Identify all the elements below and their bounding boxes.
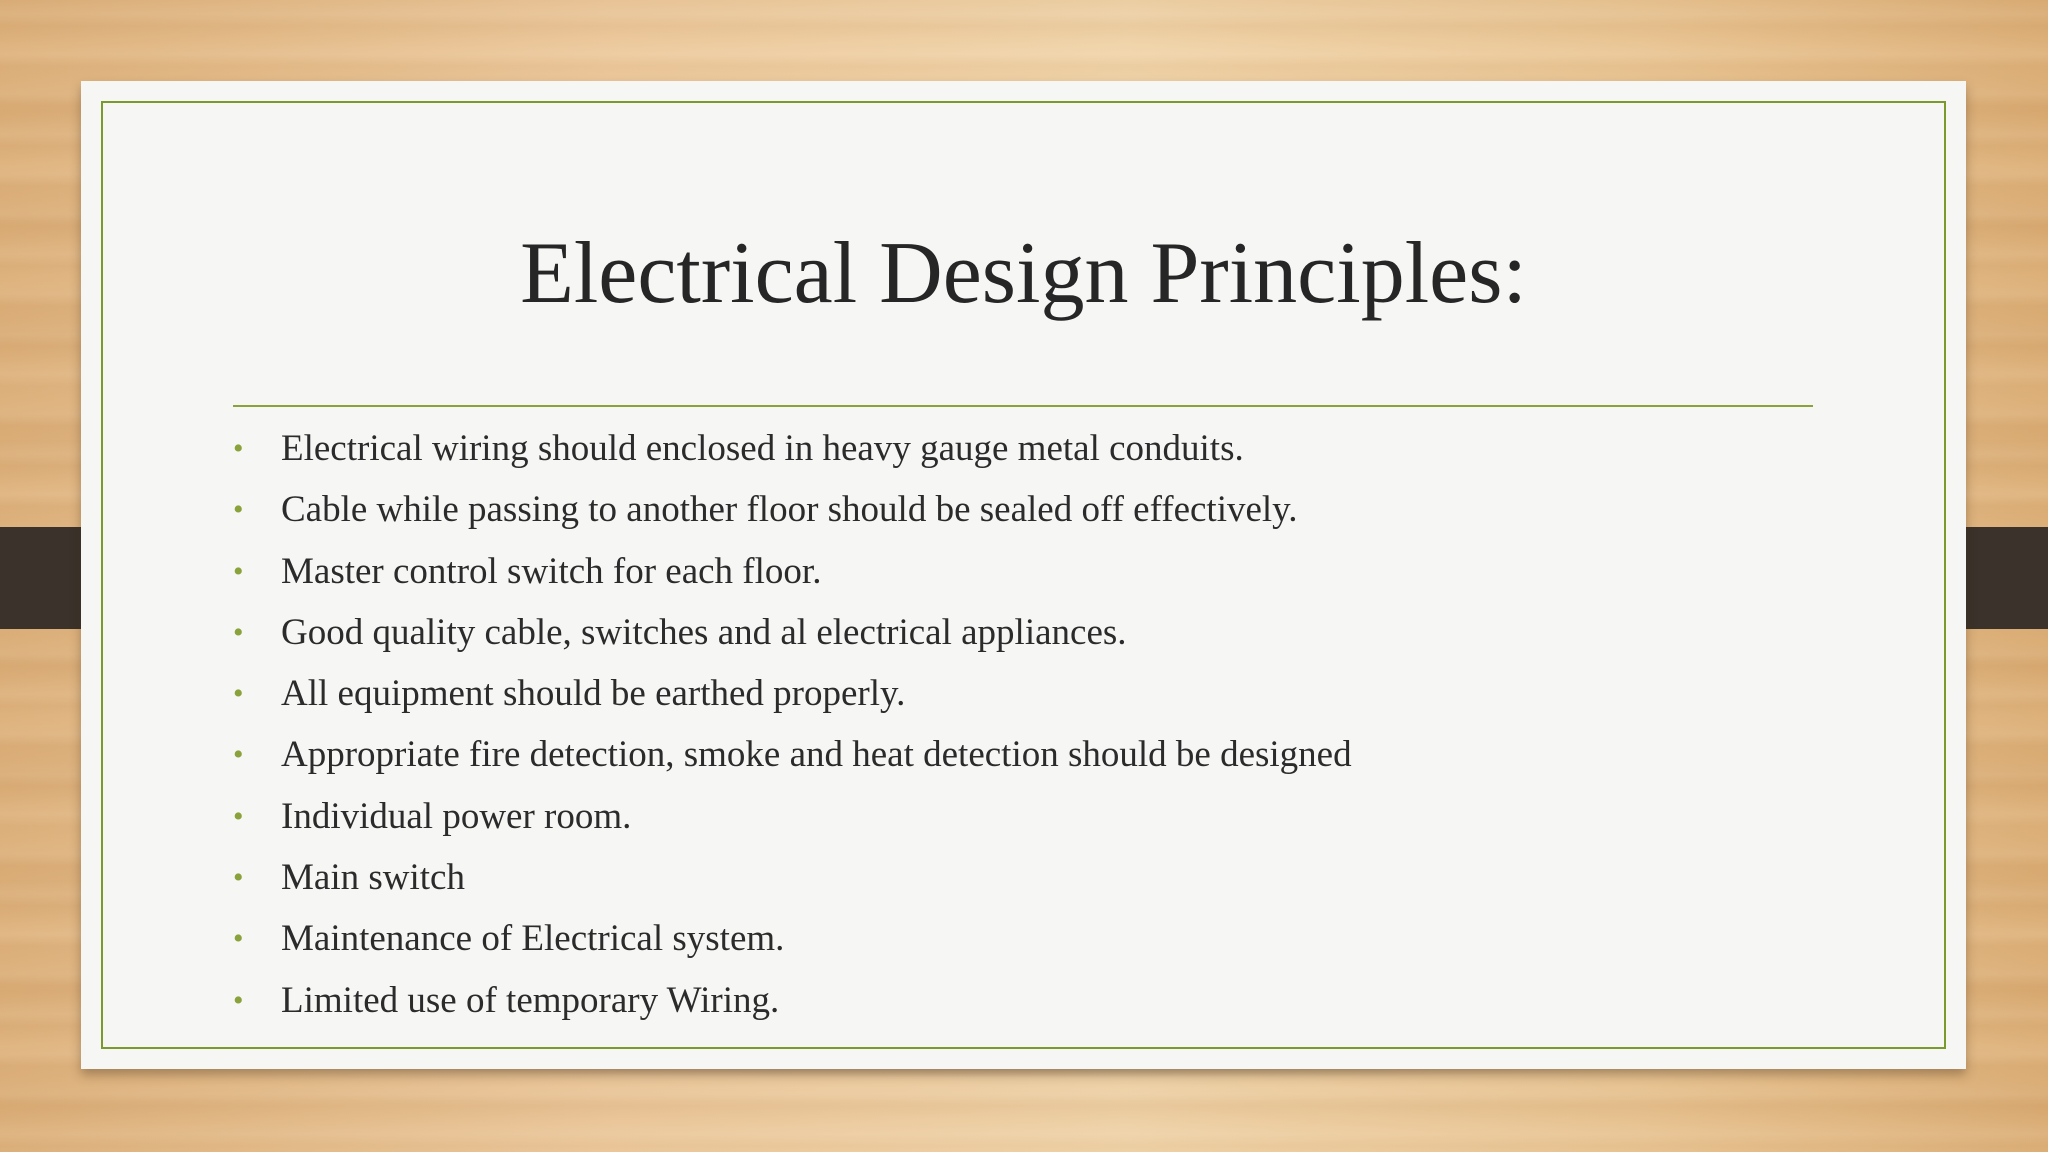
bullet-text: Main switch [281, 857, 465, 899]
bullet-item [233, 541, 1352, 602]
slide-card [81, 81, 1966, 1069]
bullet-item [233, 847, 1352, 908]
bullet-text: Maintenance of Electrical system. [281, 918, 785, 960]
bullet-text: All equipment should be earthed properly. [281, 673, 906, 715]
bullet-dot-icon: • [233, 493, 244, 527]
bullet-item [233, 479, 1352, 540]
bullet-dot-icon: • [233, 615, 244, 649]
bullet-item [233, 663, 1352, 724]
bullet-dot-icon: • [233, 922, 244, 956]
bullet-text: Limited use of temporary Wiring. [281, 979, 780, 1021]
bullet-text: Cable while passing to another floor should be sealed off effectively. [281, 489, 1298, 531]
bullet-text: Master control switch for each floor. [281, 550, 822, 592]
bullet-text: Individual power room. [281, 795, 632, 837]
bullet-item [233, 786, 1352, 847]
bullet-text: Good quality cable, switches and al electrical appliances. [281, 611, 1127, 653]
bullet-text: Electrical wiring should enclosed in heavy gauge metal conduits. [281, 428, 1244, 469]
bullet-dot-icon: • [233, 677, 244, 711]
bullet-dot-icon: • [233, 983, 244, 1017]
slide-title: Electrical Design Principles: [520, 225, 1527, 322]
bullet-dot-icon: • [233, 799, 244, 833]
bullet-item [233, 602, 1352, 663]
bullet-item [233, 418, 1352, 479]
bullet-dot-icon: • [233, 432, 244, 465]
title-divider [233, 405, 1813, 407]
bullet-list [233, 418, 1352, 1031]
bullet-item [233, 970, 1352, 1031]
bullet-text: Appropriate fire detection, smoke and heat detection should be designed [281, 734, 1352, 776]
bullet-dot-icon: • [233, 861, 244, 895]
bullet-item [233, 908, 1352, 969]
bullet-item [233, 724, 1352, 785]
bullet-dot-icon: • [233, 554, 244, 588]
bullet-dot-icon: • [233, 738, 244, 772]
